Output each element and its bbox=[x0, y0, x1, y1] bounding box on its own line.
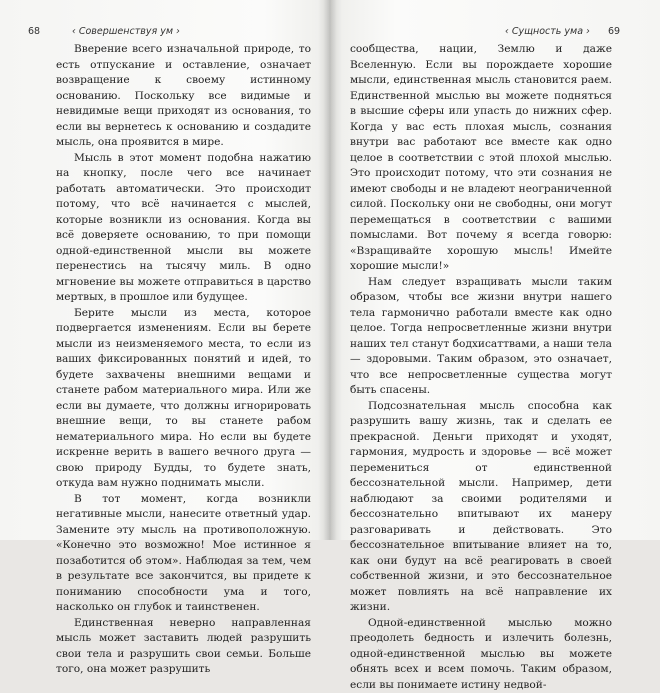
paragraph: Берите мысли из места, которое подвергается изменениям. Если вы берете мысли из неизменяемого места, то если из ваших фиксированных понятий и идей, то будете захвачены внешними вещами и станете рабом материального мира. Или же если вы думаете, что должны игнорировать внешние вещи, то вы станете рабом нематериального мира. Но если вы будете искренне верить в вашего вечного друга — свою природу Будды, то будете знать, откуда вам нужно поднимать мысли. bbox=[56, 306, 311, 492]
running-title: ‹ Сущность ума › bbox=[505, 26, 590, 37]
paragraph: Одной-единственной мыслью можно преодолеть бедность и излечить болезнь, одной-единственной мыслью вы можете обнять всех и всем помочь. Таким образом, если вы понимаете истину недвой- bbox=[350, 616, 612, 693]
paragraph: Подсознательная мысль способна как разрушить вашу жизнь, так и сделать ее прекрасной. Деньги приходят и уходят, гармония, мудрость и здоровье — всё может перемениться от единственной бессознательной мысли. Например, дети наблюдают за своими родителями и бессознательно впитывают их манеру разговаривать и действовать. Это бессознательное впитывание влияет на то, как они будут на всё реагировать в своей собственной жизни, и это бессознательное может повлиять на всё направление их жизни. bbox=[350, 399, 612, 616]
left-page bbox=[0, 0, 330, 540]
left-page-body bbox=[56, 42, 311, 678]
page-number: 68 bbox=[28, 26, 40, 37]
paragraph: Единственная неверно направленная мысль может заставить людей разрушить свои тела и разрушить свои семьи. Больше того, она может разрушить bbox=[56, 616, 311, 678]
paragraph: Вверение всего изначальной природе, то есть отпускание и оставление, означает возвращение к своему истинному основанию. Поскольку все видимые и невидимые вещи приходят из основания, то если вы вернетесь к основанию и создадите мысль, она проявится в мире. bbox=[56, 42, 311, 151]
running-title: ‹ Совершенствуя ум › bbox=[72, 26, 180, 37]
right-page-body bbox=[350, 42, 612, 693]
paragraph: Нам следует взращивать мысли таким образом, чтобы все жизни внутри нашего тела гармонично работали вместе как одно целое. Тогда непросветленные жизни внутри наших тел станут бодхисаттвами, а наши тела — здоровыми. Таким образом, это означает, что все непросветленные существа могут быть спасены. bbox=[350, 275, 612, 399]
paragraph: Мысль в этот момент подобна нажатию на кнопку, после чего все начинает работать автоматически. Это происходит потому, что всё начинается с мыслей, которые возникли из основания. Когда вы всё доверяете основанию, то при помощи одной-единственной мысли вы можете перенестись на тысячу миль. В одно мгновение вы можете отправиться в царство мертвых, в прошлое или будущее. bbox=[56, 151, 311, 306]
right-page bbox=[330, 0, 660, 540]
page-number: 69 bbox=[608, 26, 620, 37]
paragraph: В тот момент, когда возникли негативные мысли, нанесите ответный удар. Замените эту мысль на противоположную. «Конечно это возможно! Мое истинное я позаботится об этом». Наблюдая за тем, чем в результате все закончится, вы придете к пониманию способности ума и того, насколько он глубок и таинственен. bbox=[56, 492, 311, 616]
paragraph-continuation: сообщества, нации, Землю и даже Вселенную. Если вы порождаете хорошие мысли, единственная мысль становится раем. Единственной мыслью вы можете подняться в высшие сферы или упасть до нижних сфер. Когда у вас есть плохая мысль, сознания внутри вас работают все вместе как одно целое в соответствии с этой плохой мыслью. Это происходит потому, что эти сознания не имеют свободы и не владеют неограниченной силой. Поскольку они не свободны, они могут перемещаться в соответствии с вашими помыслами. Вот почему я всегда говорю: «Взращивайте хорошую мысль! Имейте хорошие мысли!» bbox=[350, 42, 612, 275]
